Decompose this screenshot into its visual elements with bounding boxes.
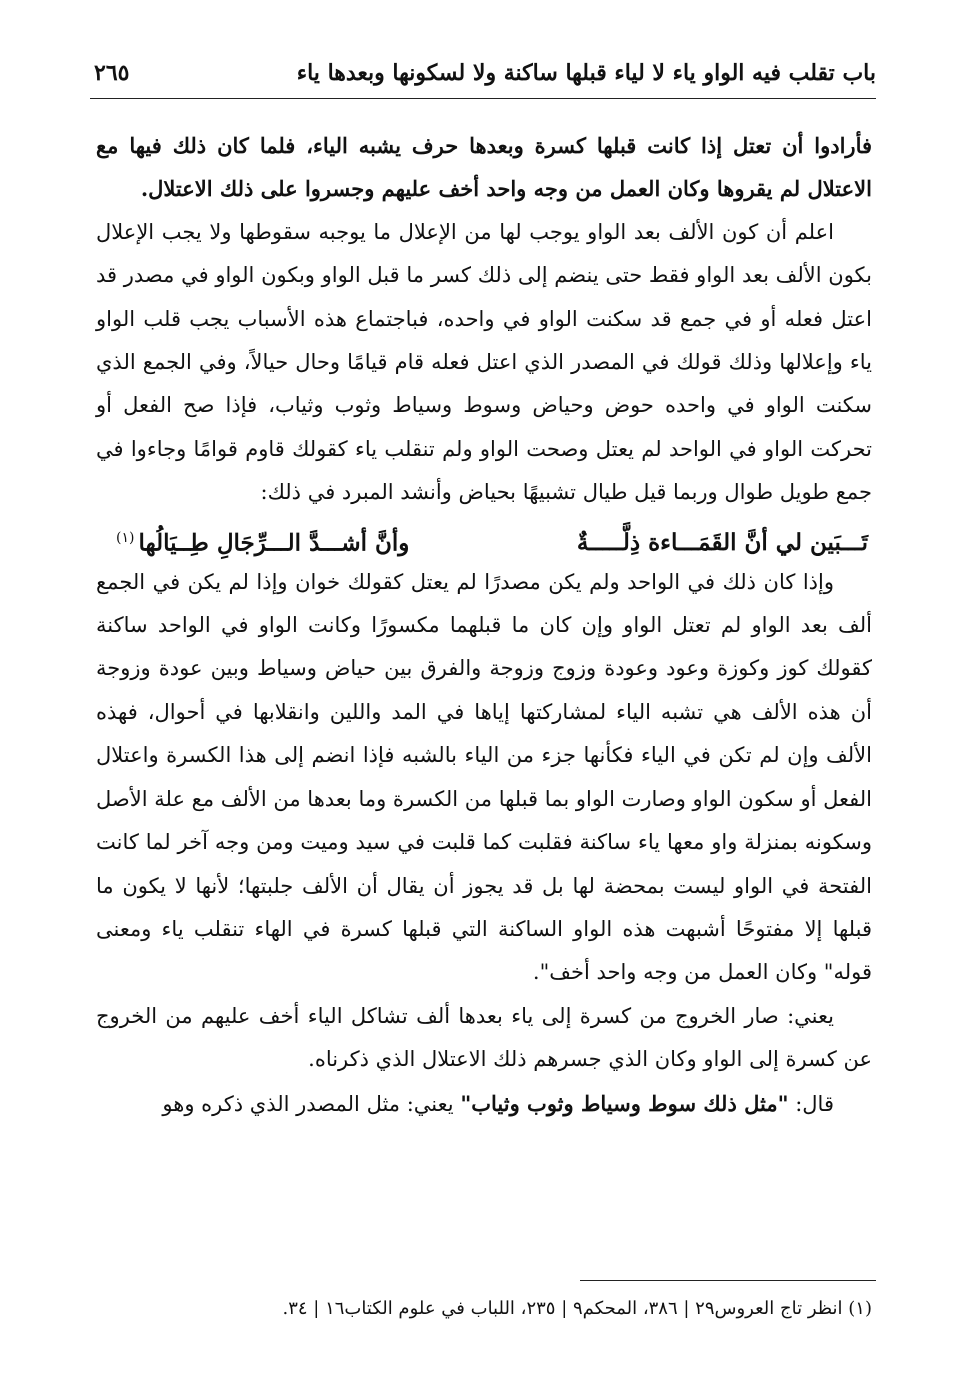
verse-second-hemistich bbox=[116, 515, 409, 567]
paragraph-4: يعني: صار الخروج من كسرة إلى ياء بعدها ألف تشاكل الياء أخف عليهم من الخروج عن كسرة إلى الواو وكان الذي جسرهم ذلك الاعتلال الذي ذكرناه. bbox=[96, 1003, 872, 1072]
running-title: باب تقلب فيه الواو ياء لا لياء قبلها ساكنة ولا لسكونها وبعدها ياء bbox=[296, 60, 876, 86]
paragraph-2: اعلم أن كون الألف بعد الواو يوجب لها من الإعلال ما يوجبه سقوطها ولا يجب الإعلال بكون الألف بعد الواو فقط حتى ينضم إلى ذلك كسر ما قبل الواو وبكون الواو في مصدر قد اعتل فعله أو في جمع قد سكنت الواو في واحده، فباجتماع هذه الأسباب يجب قلب الواو ياء وإعلالها وذلك قولك في المصدر الذي اعتل فعله قام قيامًا وحال حيالاً، وفي الجمع الذي سكنت الواو في واحده حوض وحياض وسوط وسياط وثوب وثياب، فإذا صح الفعل أو تحركت الواو في الواحد لم يعتل وصحت الواو ولم تنقلب ياء كقولك قاوم قوامًا وجاءوا في جمع طويل طوال وربما قيل طيال تشبيهًا بحياض وأنشد المبرد في ذلك: bbox=[96, 219, 872, 505]
footnote-marker: (١) bbox=[116, 529, 135, 546]
footnote-divider bbox=[580, 1280, 876, 1281]
paragraph-5-quote: "مثل ذلك سوط وسياط وثوب وثياب" bbox=[460, 1090, 789, 1116]
paragraph-5-lead: قال: bbox=[788, 1091, 834, 1116]
paragraph-5-rest: يعني: مثل المصدر الذي ذكره وهو bbox=[162, 1091, 461, 1116]
verse-first-hemistich bbox=[577, 520, 868, 566]
footnote: (١) انظر تاج العروس٢٩ | ٣٨٦، المحكم٩ | ٢٣٥، اللباب في علوم الكتاب١٦ | ٣٤. bbox=[282, 1298, 872, 1319]
verse-line bbox=[96, 515, 872, 561]
body-text bbox=[96, 124, 872, 1126]
paragraph-3: وإذا كان ذلك في الواحد ولم يكن مصدرًا لم يعتل كقولك خوان وإذا لم يكن في الجمع ألف بعد الواو لم تعتل الواو وإن كان ما قبلهما مكسورًا وكانت الواو في الواحد ساكنة كقولك كوز وكوزة وعود وعودة وزوج وزوجة والفرق بين حياض وسياط وبين عودة وزوجة أن هذه الألف هي تشبه الياء لمشاركتها إياها في المد واللين وانقلابها في أحوال، فهذه الألف وإن لم تكن في الياء فكأنها جزء من الياء بالشبه فإذا انضم إلى هذا الكسرة واعتلال الفعل أو سكون الواو وصارت الواو بما قبلها من الكسرة وما بعدها من الألف مع علة الأصل وسكونه بمنزلة واو معها ياء ساكنة فقلبت كما قلبت في سيد وميت ومن وجه آخر لما كانت الفتحة في الواو ليست بمحضة لها بل قد يجوز أن يقال أن الألف جلبتها؛ لأنها لا يكون ما قبلها إلا مفتوحًا أشبهت هذه الواو الساكنة التي قبلها كسرة في الهاء تنقلب ياء ومعنى قوله" وكان العمل من وجه واحد أخف". bbox=[96, 569, 872, 985]
paragraph-1: فأرادوا أن تعتل إذا كانت قبلها كسرة وبعدها حرف يشبه الياء، فلما كان ذلك فيها مع الاعتلال لم يقروها وكان العمل من وجه واحد أخف عليهم وجسروا على ذلك الاعتلال. bbox=[96, 133, 872, 202]
verse-first-hemistich-text: تَـــبَين لي أنَّ القَمَـــاءة ذِلَّـــــةٌ bbox=[576, 529, 868, 557]
paragraph-5 bbox=[96, 1082, 872, 1126]
page-header bbox=[90, 58, 876, 99]
verse-second-hemistich-text: وأنَّ أشـــدَّ الـــرِّجَالِ طِــيَالُها bbox=[138, 529, 410, 557]
page-number: ٢٦٥ bbox=[94, 60, 130, 86]
